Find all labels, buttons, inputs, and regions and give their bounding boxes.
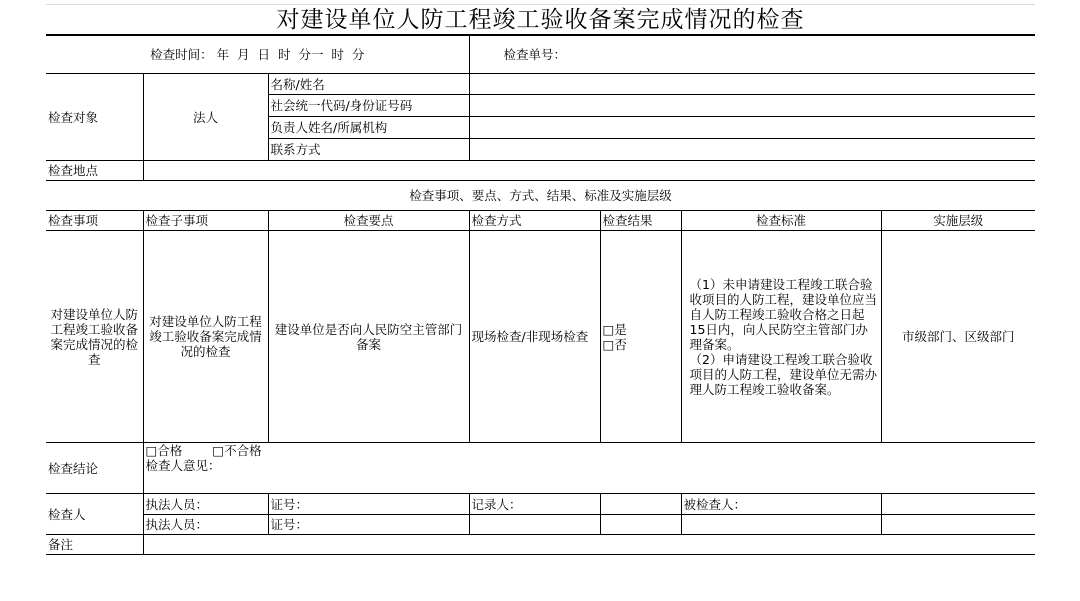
field-contact: 联系方式 [268,139,469,161]
col-sub-matter: 检查子事项 [143,211,268,231]
field-person-value[interactable] [469,117,1035,139]
item-standard [681,231,881,443]
recorder-value-2[interactable] [469,515,600,535]
col-result: 检查结果 [600,211,681,231]
result-yes-checkbox[interactable]: □是 [602,321,627,337]
form-table [46,35,1035,555]
field-code: 社会统一代码/身份证号码 [268,95,469,117]
pass-checkbox[interactable]: □合格 [145,443,183,458]
section-header: 检查事项、要点、方式、结果、标准及实施层级 [46,181,1035,211]
field-contact-value[interactable] [469,139,1035,161]
fail-checkbox[interactable]: □不合格 [212,443,262,458]
subject-type: 法人 [143,74,268,161]
number-label: 检查单号： [503,47,567,62]
item-method: 现场检查/非现场检查 [469,231,600,443]
item-level: 市级部门、区级部门 [881,231,1035,443]
number-cell [469,36,1035,74]
col-matter: 检查事项 [46,211,143,231]
location-value[interactable] [143,161,1035,181]
col-standard: 检查标准 [681,211,881,231]
time-row [46,36,1035,74]
item-matter: 对建设单位人防工程竣工验收备案完成情况的检查 [46,231,143,443]
location-row [46,161,1035,181]
form-title: 对建设单位人防工程竣工验收备案完成情况的检查 [46,4,1035,35]
remark-value[interactable] [143,535,1035,555]
item-result [600,231,681,443]
inspected-value[interactable] [881,494,1035,515]
col-method: 检查方式 [469,211,600,231]
time-label: 检查时间： [150,47,213,62]
officer-label-1: 执法人员： [143,494,268,515]
recorder-value[interactable] [600,494,681,515]
inspected-label: 被检查人： [681,494,881,515]
item-key-point: 建设单位是否向人民防空主管部门备案 [268,231,469,443]
inspector-label: 检查人 [46,494,143,535]
recorder-label: 记录人： [469,494,600,515]
inspected-label-2[interactable] [681,515,881,535]
location-label: 检查地点 [46,161,143,181]
field-name-value[interactable] [469,74,1035,95]
blank-cell[interactable] [600,515,681,535]
remark-label: 备注 [46,535,143,555]
col-key-point: 检查要点 [268,211,469,231]
cert-label-2: 证号： [268,515,469,535]
inspected-value-2[interactable] [881,515,1035,535]
inspection-form [46,4,1035,555]
conclusion-label: 检查结论 [46,443,143,494]
time-cell [46,36,469,74]
item-sub-matter: 对建设单位人防工程竣工验收备案完成情况的检查 [143,231,268,443]
field-person: 负责人姓名/所属机构 [268,117,469,139]
field-name: 名称/姓名 [268,74,469,95]
cert-label-1: 证号： [268,494,469,515]
field-code-value[interactable] [469,95,1035,117]
section-header-row [46,181,1035,211]
inspector-row [46,494,1035,515]
inspector-row [46,515,1035,535]
standard-2: （2）申请建设工程竣工联合验收项目的人防工程，建设单位无需办理人防工程竣工验收备案。 [689,351,878,397]
time-fields[interactable]: 年 月 日 时 分一 时 分 [216,47,365,62]
column-header-row [46,211,1035,231]
conclusion-cell [143,443,1035,494]
conclusion-row [46,443,1035,494]
subject-label: 检查对象 [46,74,143,161]
officer-label-2: 执法人员： [143,515,268,535]
col-level: 实施层级 [881,211,1035,231]
opinion-label: 检查人意见： [145,458,221,473]
remark-row [46,535,1035,555]
result-no-checkbox[interactable]: □否 [602,336,627,352]
standard-1: （1）未申请建设工程竣工联合验收项目的人防工程，建设单位应当自人防工程竣工验收合格之日起15日内，向人民防空主管部门办理备案。 [689,276,878,352]
subject-row [46,74,1035,95]
item-row [46,231,1035,443]
